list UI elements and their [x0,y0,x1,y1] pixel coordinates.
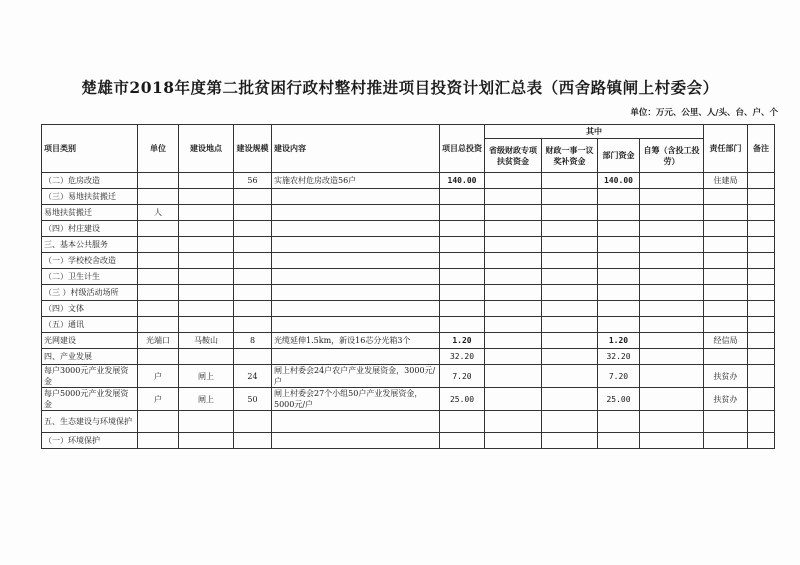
cell-dept [598,205,640,221]
table-row [42,269,775,285]
cell-yishiyiyi [542,221,598,237]
table-row [42,411,775,433]
cell-resp [704,301,748,317]
cell-dept [598,237,640,253]
header-location: 建设地点 [179,125,234,173]
cell-self [640,301,704,317]
table-row [42,221,775,237]
cell-self [640,388,704,411]
cell-remark [748,433,775,449]
cell-remark [748,237,775,253]
cell-dept: 25.00 [598,388,640,411]
cell-yishiyiyi [542,189,598,205]
cell-yishiyiyi [542,433,598,449]
cell-content [272,433,440,449]
cell-location: 闸上 [179,388,234,411]
cell-total [440,237,485,253]
cell-category: 每户5000元产业发展资金 [42,388,138,411]
cell-dept [598,285,640,301]
cell-location [179,317,234,333]
cell-unit: 光端口 [138,333,179,349]
cell-scale: 8 [234,333,272,349]
table-row [42,285,775,301]
cell-unit [138,237,179,253]
cell-scale [234,301,272,317]
table-row [42,173,775,189]
header-scale: 建设规模 [234,125,272,173]
cell-location [179,285,234,301]
cell-resp: 经信局 [704,333,748,349]
cell-total [440,221,485,237]
cell-scale [234,285,272,301]
cell-yishiyiyi [542,388,598,411]
cell-yishiyiyi [542,269,598,285]
cell-scale [234,205,272,221]
cell-total [440,433,485,449]
cell-remark [748,365,775,388]
cell-total: 140.00 [440,173,485,189]
cell-category: （三）易地扶贫搬迁 [42,189,138,205]
cell-resp [704,285,748,301]
cell-self [640,269,704,285]
header-category: 项目类别 [42,125,138,173]
cell-location [179,189,234,205]
cell-scale [234,221,272,237]
cell-remark [748,205,775,221]
cell-remark [748,411,775,433]
cell-self [640,349,704,365]
table-row [42,189,775,205]
header-row-1 [42,125,775,139]
cell-resp [704,349,748,365]
cell-provincial [485,388,542,411]
cell-resp [704,317,748,333]
cell-category: （四）村庄建设 [42,221,138,237]
cell-remark [748,285,775,301]
table-row [42,237,775,253]
cell-location [179,433,234,449]
cell-resp: 扶贫办 [704,365,748,388]
cell-remark [748,253,775,269]
cell-resp [704,221,748,237]
cell-remark [748,189,775,205]
cell-yishiyiyi [542,237,598,253]
cell-unit [138,411,179,433]
cell-location [179,237,234,253]
cell-content: 闸上村委会27个小组50户产业发展资金，5000元/户 [272,388,440,411]
cell-self [640,253,704,269]
header-yishiyiyi: 财政一事一议奖补资金 [542,139,598,173]
cell-provincial [485,317,542,333]
cell-self [640,285,704,301]
cell-remark [748,221,775,237]
cell-unit [138,221,179,237]
cell-provincial [485,349,542,365]
cell-scale: 50 [234,388,272,411]
cell-self [640,317,704,333]
header-dept: 部门资金 [598,139,640,173]
cell-total [440,189,485,205]
document-title: 楚雄市2018年度第二批贫困行政村整村推进项目投资计划汇总表（西舍路镇闸上村委会） [81,78,719,97]
cell-dept [598,433,640,449]
cell-total [440,301,485,317]
cell-dept [598,269,640,285]
cell-content [272,269,440,285]
cell-unit [138,301,179,317]
unit-note: 单位：万元、公里、人/头、台、户、个 [630,108,778,118]
cell-unit [138,189,179,205]
cell-category: （三 ）村级活动场所 [42,285,138,301]
header-among: 其中 [485,125,704,139]
cell-category: （五）通讯 [42,317,138,333]
cell-content [272,237,440,253]
cell-category: （一）学校校舍改造 [42,253,138,269]
cell-scale: 24 [234,365,272,388]
investment-table [41,124,775,449]
header-provincial: 省级财政专项扶贫资金 [485,139,542,173]
cell-resp [704,411,748,433]
header-remark: 备注 [748,125,775,173]
cell-provincial [485,411,542,433]
cell-self [640,205,704,221]
cell-category: 光网建设 [42,333,138,349]
cell-scale [234,433,272,449]
cell-category: 三、基本公共服务 [42,237,138,253]
cell-content: 光缆延伸1.5km，新设16芯分光箱3个 [272,333,440,349]
cell-provincial [485,285,542,301]
cell-content [272,317,440,333]
cell-unit: 人 [138,205,179,221]
cell-total [440,253,485,269]
cell-self [640,433,704,449]
cell-dept: 140.00 [598,173,640,189]
cell-dept [598,301,640,317]
cell-provincial [485,333,542,349]
cell-dept [598,189,640,205]
cell-category: （四）文体 [42,301,138,317]
cell-remark [748,269,775,285]
cell-provincial [485,269,542,285]
cell-provincial [485,365,542,388]
cell-remark [748,333,775,349]
cell-category: 四、产业发展 [42,349,138,365]
cell-resp [704,253,748,269]
cell-remark [748,388,775,411]
cell-content [272,189,440,205]
cell-self [640,411,704,433]
cell-self [640,333,704,349]
cell-scale [234,349,272,365]
cell-content [272,411,440,433]
cell-scale [234,253,272,269]
cell-total [440,317,485,333]
cell-resp [704,205,748,221]
cell-yishiyiyi [542,205,598,221]
cell-dept: 32.20 [598,349,640,365]
cell-category: （二）卫生计生 [42,269,138,285]
cell-resp [704,189,748,205]
cell-self [640,189,704,205]
cell-self [640,237,704,253]
cell-total: 7.20 [440,365,485,388]
table-row [42,388,775,411]
cell-self [640,365,704,388]
cell-provincial [485,301,542,317]
header-unit: 单位 [138,125,179,173]
cell-provincial [485,221,542,237]
header-total: 项目总投资 [440,125,485,173]
cell-yishiyiyi [542,333,598,349]
cell-unit [138,253,179,269]
cell-location [179,221,234,237]
cell-dept: 1.20 [598,333,640,349]
cell-dept: 7.20 [598,365,640,388]
cell-dept [598,317,640,333]
table-row [42,333,775,349]
cell-total [440,411,485,433]
cell-total [440,285,485,301]
table-row [42,349,775,365]
cell-content: 实施农村危房改造56户 [272,173,440,189]
cell-yishiyiyi [542,285,598,301]
cell-provincial [485,205,542,221]
header-self: 自筹（含投工投劳） [640,139,704,173]
cell-scale [234,269,272,285]
cell-location [179,173,234,189]
cell-content [272,205,440,221]
cell-location [179,301,234,317]
cell-category: 五、生态建设与环境保护 [42,411,138,433]
cell-dept [598,221,640,237]
cell-remark [748,317,775,333]
cell-yishiyiyi [542,317,598,333]
cell-provincial [485,173,542,189]
cell-dept [598,253,640,269]
cell-self [640,221,704,237]
cell-remark [748,173,775,189]
cell-category: 每户3000元产业发展资金 [42,365,138,388]
cell-unit [138,269,179,285]
cell-location: 闸上 [179,365,234,388]
table-row [42,317,775,333]
cell-unit [138,349,179,365]
cell-content [272,221,440,237]
cell-category: （二）危房改造 [42,173,138,189]
cell-location [179,349,234,365]
cell-scale [234,411,272,433]
cell-yishiyiyi [542,173,598,189]
table-row [42,205,775,221]
cell-yishiyiyi [542,365,598,388]
cell-dept [598,411,640,433]
cell-scale [234,189,272,205]
cell-unit [138,173,179,189]
cell-location [179,205,234,221]
cell-location [179,411,234,433]
cell-total [440,269,485,285]
cell-total: 32.20 [440,349,485,365]
cell-location [179,253,234,269]
cell-yishiyiyi [542,349,598,365]
cell-scale [234,317,272,333]
cell-unit [138,317,179,333]
cell-scale: 56 [234,173,272,189]
cell-unit: 户 [138,365,179,388]
cell-provincial [485,189,542,205]
cell-location: 马鞍山 [179,333,234,349]
cell-category: 易地扶贫搬迁 [42,205,138,221]
cell-yishiyiyi [542,253,598,269]
cell-unit [138,433,179,449]
cell-location [179,269,234,285]
cell-content [272,301,440,317]
table-row [42,433,775,449]
cell-provincial [485,253,542,269]
cell-unit: 户 [138,388,179,411]
cell-remark [748,349,775,365]
cell-total: 1.20 [440,333,485,349]
cell-resp [704,269,748,285]
cell-category: （一）环境保护 [42,433,138,449]
cell-content [272,349,440,365]
cell-resp [704,433,748,449]
cell-resp: 住建局 [704,173,748,189]
table-row [42,365,775,388]
cell-total: 25.00 [440,388,485,411]
cell-provincial [485,237,542,253]
cell-content: 闸上村委会24户农户产业发展资金，3000元/户 [272,365,440,388]
cell-provincial [485,433,542,449]
table-row [42,253,775,269]
cell-yishiyiyi [542,301,598,317]
cell-resp: 扶贫办 [704,388,748,411]
cell-content [272,253,440,269]
header-content: 建设内容 [272,125,440,173]
header-resp: 责任部门 [704,125,748,173]
cell-scale [234,237,272,253]
cell-remark [748,301,775,317]
cell-self [640,173,704,189]
cell-total [440,205,485,221]
cell-resp [704,237,748,253]
cell-content [272,285,440,301]
cell-unit [138,285,179,301]
cell-yishiyiyi [542,411,598,433]
table-row [42,301,775,317]
